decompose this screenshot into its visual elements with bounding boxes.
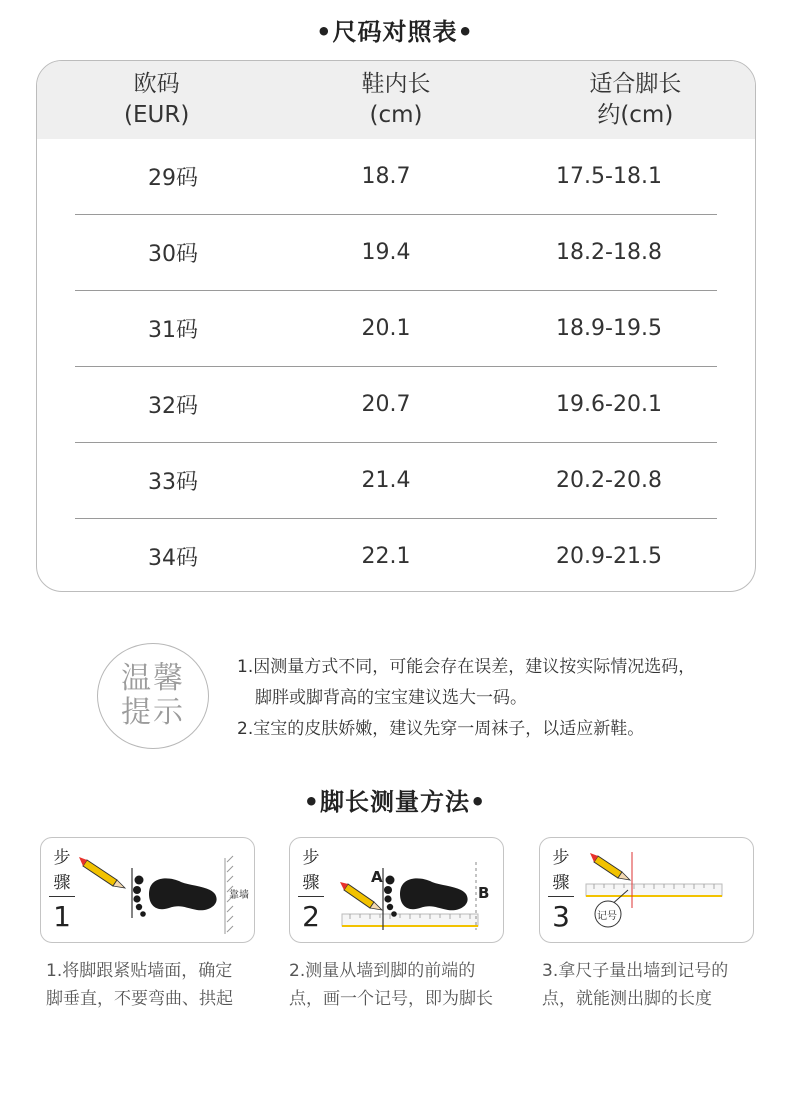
header-eur: 欧码 (EUR)	[124, 71, 190, 128]
cell-foot: 18.2-18.8	[556, 240, 662, 265]
cell-size: 32码	[148, 394, 198, 419]
cell-foot: 20.2-20.8	[556, 468, 662, 493]
step-number: 1	[47, 900, 77, 933]
cell-insole: 20.7	[361, 392, 411, 417]
method-title: •脚长测量方法•	[303, 788, 487, 816]
step-label: 步 骤	[302, 848, 320, 893]
tip-line-2: 脚胖或脚背高的宝宝建议选大一码。	[255, 688, 527, 708]
table-row	[75, 139, 717, 215]
cell-foot: 19.6-20.1	[556, 392, 662, 417]
cell-foot: 18.9-19.5	[556, 316, 662, 341]
step-card-2	[289, 837, 504, 943]
header-insole-length: 鞋内长 (cm)	[361, 71, 431, 128]
mark-a: A	[371, 868, 383, 886]
ruler-icon	[586, 884, 722, 896]
cell-insole: 18.7	[361, 164, 411, 189]
table-row	[75, 291, 717, 367]
tip-line-3: 2.宝宝的皮肤娇嫩，建议先穿一周袜子，以适应新鞋。	[237, 719, 645, 739]
step-number: 3	[546, 900, 576, 933]
cell-insole: 22.1	[361, 544, 411, 569]
mark-label: 记号	[597, 911, 617, 922]
tips-badge: 温馨 提示	[97, 643, 209, 749]
tip-line-1: 1.因测量方式不同，可能会存在误差，建议按实际情况选码，	[237, 657, 696, 677]
table-header	[37, 61, 755, 139]
pencil-icon	[79, 857, 125, 888]
table-row	[75, 215, 717, 291]
footprint-icon	[384, 876, 468, 917]
cell-size: 34码	[148, 546, 198, 571]
cell-foot: 20.9-21.5	[556, 544, 662, 569]
step-label: 步 骤	[552, 848, 570, 893]
wall-label: 靠墙	[229, 890, 249, 901]
step-card-3	[539, 837, 754, 943]
cell-size: 30码	[148, 242, 198, 267]
step-2-illustration	[290, 838, 503, 942]
step-number: 2	[296, 900, 326, 933]
step-1-illustration	[41, 838, 254, 942]
step-label: 步 骤	[53, 848, 71, 893]
table-row	[75, 367, 717, 443]
step-2-description: 2.测量从墙到脚的前端的 点，画一个记号，即为脚长	[289, 961, 493, 1009]
table-row	[75, 519, 717, 592]
cell-size: 29码	[148, 166, 198, 191]
size-chart-table	[36, 60, 756, 592]
cell-insole: 21.4	[361, 468, 411, 493]
step-3-illustration	[540, 838, 753, 942]
table-row	[75, 443, 717, 519]
cell-insole: 19.4	[361, 240, 411, 265]
ruler-icon	[342, 914, 478, 926]
cell-foot: 17.5-18.1	[556, 164, 662, 189]
cell-size: 33码	[148, 470, 198, 495]
step-3-description: 3.拿尺子量出墙到记号的 点，就能测出脚的长度	[542, 961, 729, 1009]
step-card-1	[40, 837, 255, 943]
step-1-description: 1.将脚跟紧贴墙面，确定 脚垂直，不要弯曲、拱起	[46, 961, 233, 1009]
footprint-icon	[133, 876, 217, 917]
table-body	[75, 139, 717, 592]
header-foot-length: 适合脚长 约(cm)	[589, 71, 682, 128]
mark-b: B	[478, 884, 490, 902]
cell-size: 31码	[148, 318, 198, 343]
pencil-icon	[340, 882, 382, 910]
size-chart-title: •尺码对照表•	[316, 18, 474, 46]
cell-insole: 20.1	[361, 316, 411, 341]
pencil-icon	[590, 853, 630, 880]
